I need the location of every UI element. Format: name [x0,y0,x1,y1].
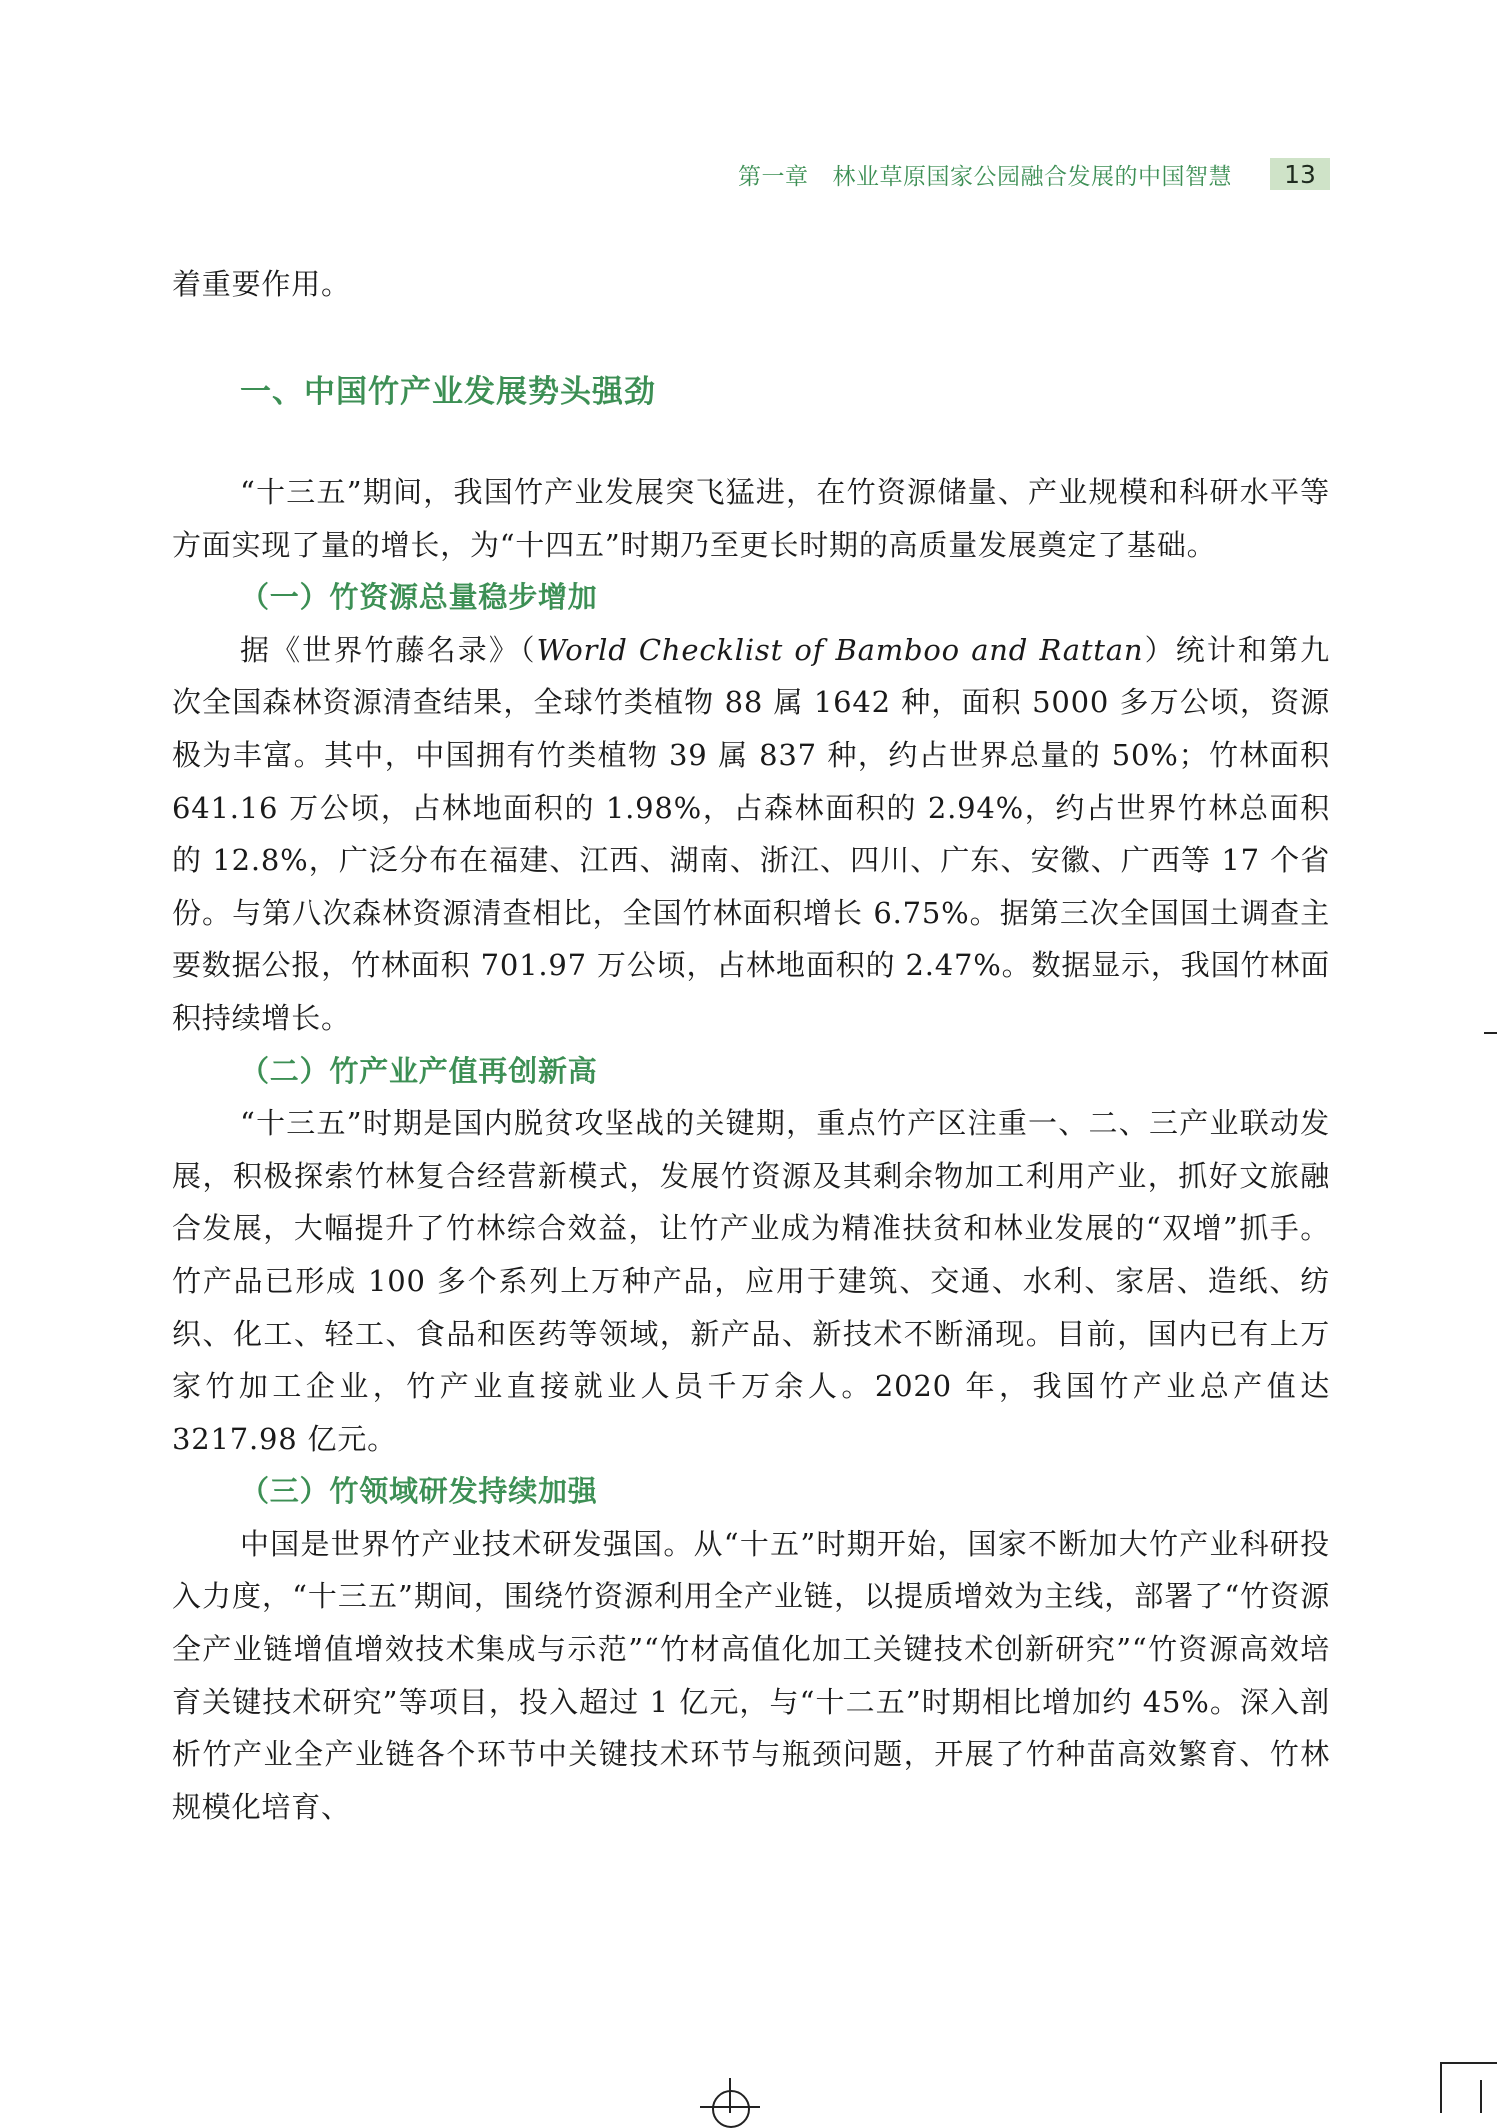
chapter-label: 第一章 [738,163,809,190]
registration-mark [712,2090,750,2128]
continuation-block [172,258,1330,311]
running-header [600,156,1330,192]
section-heading: 一、中国竹产业发展势头强劲 [240,374,656,410]
main-text-block [172,466,1330,1833]
paragraph-1-post: ）统计和第九次全国森林资源清查结果，全球竹类植物 88 属 1642 种，面积 5000 多万公顷，资源极为丰富。其中，中国拥有竹类植物 39 属 837 种，约占世界总量的 50%；竹林面积 641.16 万公顷，占林地面积的 1.98%，占森林面积的 2.94%，约占世界竹林总面积的 12.8%，广泛分布在福建、江西、湖南、浙江、四川、广东、安徽、广西等 17 个省份。与第八次森林资源清查相比，全国竹林面积增长 6.75%。据第三次全国国土调查主要数据公报，竹林面积 701.97 万公顷，占林地面积的 2.47%。数据显示，我国竹林面积持续增长。 [172,632,1330,1035]
paragraph-1-pre: 据《世界竹藤名录》（ [240,632,537,667]
paragraph-1 [172,624,1330,1045]
crop-mark-right [1484,1032,1497,1034]
intro-paragraph: “十三五”期间，我国竹产业发展突飞猛进，在竹资源储量、产业规模和科研水平等方面实现了量的增长，为“十四五”时期乃至更长时期的高质量发展奠定了基础。 [172,475,1330,562]
subheading-2: （二）竹产业产值再创新高 [240,1053,598,1088]
paragraph-3: 中国是世界竹产业技术研发强国。从“十五”时期开始，国家不断加大竹产业科研投入力度，“十三五”期间，围绕竹资源利用全产业链，以提质增效为主线，部署了“竹资源全产业链增值增效技术集成与示范”“竹材高值化加工关键技术创新研究”“竹资源高效培育关键技术研究”等项目，投入超过 1 亿元，与“十二五”时期相比增加约 45%。深入剖析竹产业全产业链各个环节中关键技术环节与瓶颈问题，开展了竹种苗高效繁育、竹林规模化培育、 [172,1526,1330,1824]
continuation-text: 着重要作用。 [172,267,351,301]
chapter-title: 林业草原国家公园融合发展的中国智慧 [832,163,1232,190]
crop-mark-bottom-right-v2 [1480,2080,1482,2113]
subheading-1: （一）竹资源总量稳步增加 [240,580,598,615]
paragraph-2: “十三五”时期是国内脱贫攻坚战的关键期，重点竹产区注重一、二、三产业联动发展，积极探索竹林复合经营新模式，发展竹资源及其剩余物加工利用产业，抓好文旅融合发展，大幅提升了竹林综合效益，让竹产业成为精准扶贫和林业发展的“双增”抓手。竹产品已形成 100 多个系列上万种产品，应用于建筑、交通、水利、家居、造纸、纺织、化工、轻工、食品和医药等领域，新产品、新技术不断涌现。目前，国内已有上万家竹加工企业，竹产业直接就业人员千万余人。2020 年，我国竹产业总产值达 3217.98 亿元。 [172,1106,1330,1456]
page-number: 13 [1270,158,1330,190]
crop-mark-bottom-right-v [1440,2062,1442,2113]
subheading-3: （三）竹领域研发持续加强 [240,1474,598,1509]
registration-mark-h [700,2106,760,2108]
paragraph-1-italic-title: World Checklist of Bamboo and Rattan [536,632,1144,667]
crop-mark-bottom-right-h [1442,2062,1497,2064]
